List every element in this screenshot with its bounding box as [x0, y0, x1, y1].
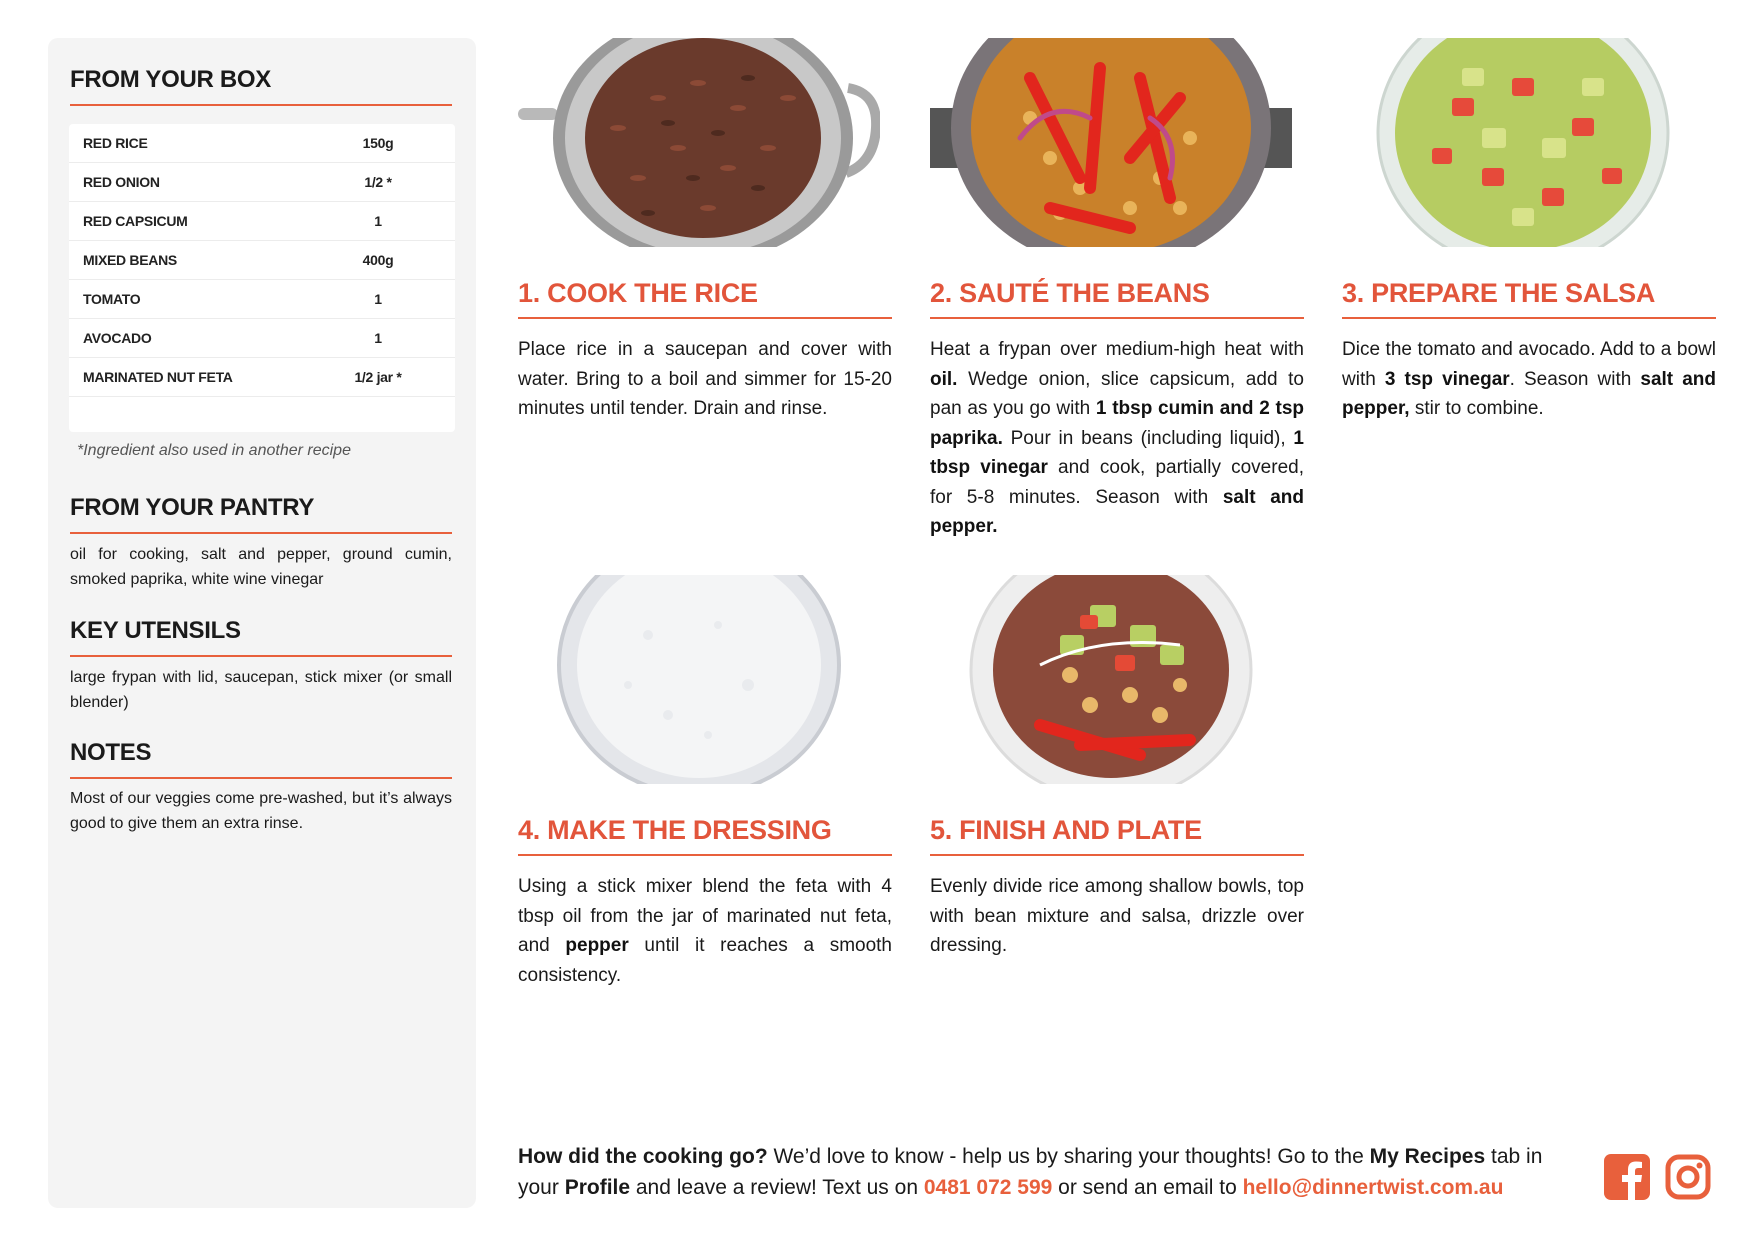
email-link[interactable]: hello@dinnertwist.com.au	[1242, 1176, 1504, 1199]
step-text-part: Heat a frypan over medium-high heat with	[930, 339, 1304, 360]
feedback-text: and leave a review! Text us on	[630, 1176, 924, 1199]
step-text-part: stir to combine.	[1409, 398, 1544, 419]
step-3-photo	[1342, 38, 1704, 247]
step-5-heading: 5. FINISH AND PLATE	[930, 815, 1304, 856]
key-utensils-heading: KEY UTENSILS	[70, 617, 452, 657]
step-3-heading: 3. PREPARE THE SALSA	[1342, 278, 1716, 319]
step-text-part: Pour in beans (including liquid),	[1002, 427, 1294, 449]
ingredient-qty: 1	[374, 330, 382, 346]
frypan-beans-image	[930, 38, 1292, 247]
instagram-icon[interactable]	[1665, 1154, 1711, 1200]
step-text-part: . Season with	[1509, 368, 1641, 390]
step-4-photo	[518, 575, 880, 784]
step-5-text	[930, 872, 1304, 961]
from-your-pantry-heading: FROM YOUR PANTRY	[70, 494, 452, 534]
ingredient-qty: 1	[374, 213, 382, 229]
ingredient-qty: 400g	[362, 252, 394, 268]
ingredient-qty: 150g	[362, 135, 394, 151]
step-text-bold: salt and pepper.	[930, 486, 1304, 537]
profile-link[interactable]: Profile	[564, 1176, 631, 1199]
step-text-part: and cook, partially covered, for 5-8 minutes. Season with	[930, 457, 1304, 508]
ingredient-row	[69, 319, 455, 358]
ingredient-footnote: *Ingredient also used in another recipe	[77, 442, 351, 459]
dressing-bowl-image	[518, 575, 880, 784]
ingredient-qty: 1/2 jar *	[354, 369, 402, 385]
step-1-heading: 1. COOK THE RICE	[518, 278, 892, 319]
ingredient-qty: 1	[374, 291, 382, 307]
pantry-text: oil for cooking, salt and pepper, ground cumin, smoked paprika, white wine vinegar	[70, 546, 452, 588]
ingredient-row	[69, 124, 455, 163]
step-text-part: Place rice in a saucepan and cover with water. Bring to a boil and simmer for 15-20 minutes until tender. Drain and rinse.	[518, 339, 892, 419]
feedback-question: How did the cooking go?	[518, 1145, 768, 1168]
ingredients-table	[69, 124, 455, 432]
step-text-bold: 1 tbsp cumin and 2 tsp paprika.	[930, 398, 1304, 449]
step-text-part: Wedge onion, slice capsicum, add to pan as you go with	[930, 368, 1304, 419]
ingredient-name: MARINATED NUT FETA	[83, 369, 233, 385]
step-text-part: until it reaches a smooth consistency.	[518, 935, 892, 986]
ingredient-qty: 1/2 *	[364, 174, 392, 190]
ingredient-row	[69, 280, 455, 319]
ingredient-name: RED ONION	[83, 174, 160, 190]
step-text-bold: pepper	[565, 935, 629, 956]
phone-link[interactable]: 0481 072 599	[923, 1176, 1053, 1199]
red-rice-colander-image	[518, 38, 880, 247]
notes-text: Most of our veggies come pre-washed, but it’s always good to give them an extra rinse.	[70, 790, 452, 832]
step-text-bold: salt and pepper,	[1342, 368, 1716, 419]
step-text-part: Dice the tomato and avocado. Add to a bowl with	[1342, 339, 1716, 390]
step-1-text	[518, 335, 892, 424]
step-text-part: Using a stick mixer blend the feta with 4 tbsp oil from the jar of marinated nut feta, and	[518, 876, 892, 956]
step-text-bold: oil.	[930, 368, 958, 390]
feedback-text: or send an email to	[1052, 1176, 1243, 1199]
ingredient-name: MIXED BEANS	[83, 252, 177, 268]
from-your-box-heading: FROM YOUR BOX	[70, 66, 452, 106]
ingredient-name: RED CAPSICUM	[83, 213, 188, 229]
step-1-photo	[518, 38, 880, 247]
my-recipes-link[interactable]: My Recipes	[1369, 1145, 1486, 1168]
ingredient-row	[69, 358, 455, 397]
salsa-bowl-image	[1342, 38, 1704, 247]
step-5-photo	[930, 575, 1292, 784]
step-text-bold: 1 tbsp vinegar	[930, 427, 1304, 478]
feedback-text: We’d love to know - help us by sharing your thoughts! Go to the	[767, 1145, 1370, 1168]
step-4-text	[518, 872, 892, 990]
step-2-photo	[930, 38, 1292, 247]
facebook-icon[interactable]	[1604, 1154, 1650, 1200]
ingredients-sidebar	[48, 38, 476, 1208]
ingredient-row	[69, 202, 455, 241]
ingredient-name: TOMATO	[83, 291, 141, 307]
ingredient-name: RED RICE	[83, 135, 148, 151]
step-text-part: Evenly divide rice among shallow bowls, top with bean mixture and salsa, drizzle over dressing.	[930, 876, 1304, 956]
feedback-footer	[518, 1141, 1578, 1203]
notes-heading: NOTES	[70, 739, 452, 779]
utensils-text: large frypan with lid, saucepan, stick mixer (or small blender)	[70, 669, 452, 711]
feedback-text: tab in your	[518, 1145, 1543, 1199]
step-text-bold: 3 tsp vinegar	[1384, 368, 1510, 390]
plated-bowl-image	[930, 575, 1292, 784]
ingredient-row	[69, 163, 455, 202]
step-4-heading: 4. MAKE THE DRESSING	[518, 815, 892, 856]
step-2-heading: 2. SAUTÉ THE BEANS	[930, 278, 1304, 319]
ingredient-name: AVOCADO	[83, 330, 152, 346]
step-2-text	[930, 335, 1304, 542]
step-3-text	[1342, 335, 1716, 424]
ingredient-row	[69, 241, 455, 280]
